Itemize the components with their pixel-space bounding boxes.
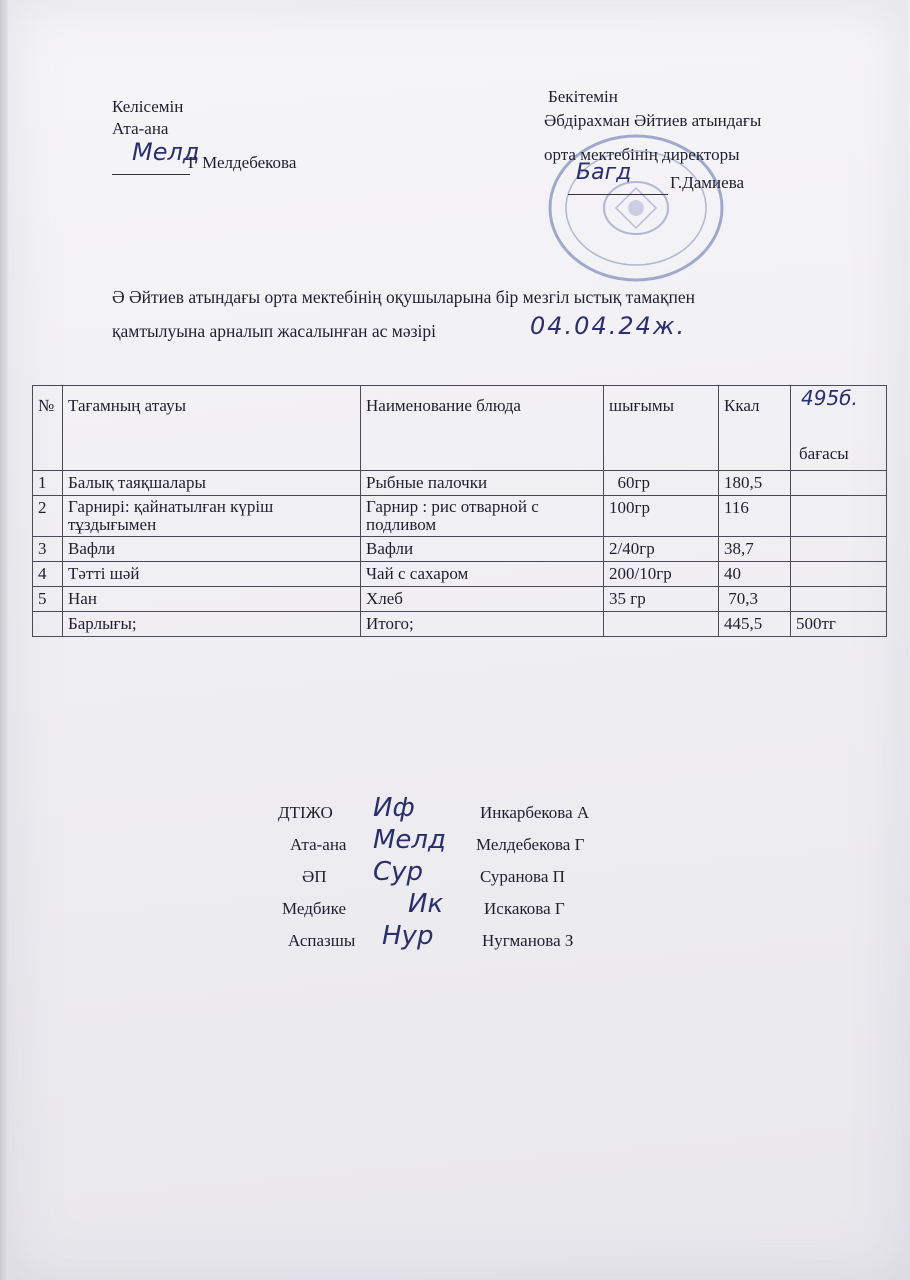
price-label: бағасы bbox=[799, 444, 849, 463]
signature-row bbox=[278, 921, 678, 963]
signatures-block bbox=[278, 793, 678, 963]
agree-label: Келісемін bbox=[112, 97, 184, 116]
row-name-ru: Чай с сахаром bbox=[361, 562, 604, 587]
total-kcal: 445,5 bbox=[719, 612, 791, 637]
signature-name: Мелдебекова Г bbox=[476, 835, 585, 854]
table-row bbox=[33, 471, 887, 496]
table-header-row bbox=[33, 386, 887, 471]
row-kcal: 38,7 bbox=[719, 537, 791, 562]
director-signature: Багд bbox=[576, 160, 632, 185]
signature-role: ДТІЖО bbox=[278, 803, 333, 822]
col-header-name-ru: Наименование блюда bbox=[361, 386, 604, 471]
table-row bbox=[33, 587, 887, 612]
row-name-kz: Нан bbox=[63, 587, 361, 612]
row-num: 4 bbox=[33, 562, 63, 587]
signature-mark: Иф bbox=[373, 793, 415, 823]
row-kcal: 40 bbox=[719, 562, 791, 587]
signature-name: Нугманова З bbox=[482, 931, 574, 950]
col-header-name-kz: Тағамның атауы bbox=[63, 386, 361, 471]
row-kcal: 116 bbox=[719, 496, 791, 537]
total-label-kz: Барлығы; bbox=[63, 612, 361, 637]
row-yield: 60гр bbox=[604, 471, 719, 496]
row-price bbox=[791, 471, 887, 496]
col-header-num: № bbox=[33, 386, 63, 471]
row-name-kz: Вафли bbox=[63, 537, 361, 562]
total-label-ru: Итого; bbox=[361, 612, 604, 637]
col-header-yield: шығымы bbox=[604, 386, 719, 471]
row-num: 5 bbox=[33, 587, 63, 612]
col-header-kcal: Ккал bbox=[719, 386, 791, 471]
approve-label: Бекітемін bbox=[548, 87, 618, 106]
row-num: 1 bbox=[33, 471, 63, 496]
table-row bbox=[33, 562, 887, 587]
total-yield bbox=[604, 612, 719, 637]
signature-mark: Нур bbox=[382, 921, 434, 951]
row-price bbox=[791, 537, 887, 562]
table-row bbox=[33, 496, 887, 537]
row-num: 3 bbox=[33, 537, 63, 562]
menu-title-line2: қамтылуына арналып жасалынған ас мәзірі bbox=[112, 321, 436, 341]
row-num: 2 bbox=[33, 496, 63, 537]
handwritten-date: 04.04.24ж. bbox=[530, 312, 687, 340]
total-price: 500тг bbox=[791, 612, 887, 637]
school-name-line: Әбдірахман Әйтиев атындағы bbox=[544, 111, 762, 130]
signature-mark: Ик bbox=[408, 889, 444, 919]
total-num bbox=[33, 612, 63, 637]
signature-row bbox=[278, 793, 678, 835]
row-name-kz: Гарнирі: қайнатылған күріш тұздығымен bbox=[63, 496, 361, 537]
signature-mark: Мелд bbox=[373, 825, 447, 855]
signature-row bbox=[278, 889, 678, 931]
row-price bbox=[791, 496, 887, 537]
signature-row bbox=[278, 825, 678, 867]
paper-edge bbox=[0, 0, 8, 1280]
row-kcal: 70,3 bbox=[719, 587, 791, 612]
director-name: Г.Дамиева bbox=[670, 173, 745, 192]
col-header-price bbox=[791, 386, 887, 471]
signature-row bbox=[278, 857, 678, 899]
signature-role: Ата-ана bbox=[290, 835, 347, 854]
signature-role: ӘП bbox=[302, 867, 327, 886]
row-price bbox=[791, 562, 887, 587]
parent-name: Г Мелдебекова bbox=[188, 153, 297, 172]
menu-title-line1: Ә Әйтиев атындағы орта мектебінің оқушыларына бір мезгіл ыстық тамақпен bbox=[112, 287, 695, 307]
signature-role: Медбике bbox=[282, 899, 346, 918]
menu-table bbox=[32, 385, 887, 637]
row-kcal: 180,5 bbox=[719, 471, 791, 496]
row-price bbox=[791, 587, 887, 612]
signature-mark: Сур bbox=[373, 857, 424, 887]
parent-signature: Мелд bbox=[132, 138, 200, 166]
table-row bbox=[33, 537, 887, 562]
signature-role: Аспазшы bbox=[288, 931, 356, 950]
signature-name: Искакова Г bbox=[484, 899, 565, 918]
table-total-row bbox=[33, 612, 887, 637]
row-yield: 35 гр bbox=[604, 587, 719, 612]
row-yield: 2/40гр bbox=[604, 537, 719, 562]
row-name-kz: Балық таяқшалары bbox=[63, 471, 361, 496]
row-yield: 100гр bbox=[604, 496, 719, 537]
row-name-ru: Рыбные палочки bbox=[361, 471, 604, 496]
row-name-kz: Тәтті шәй bbox=[63, 562, 361, 587]
row-yield: 200/10гр bbox=[604, 562, 719, 587]
director-title: орта мектебінің директоры bbox=[544, 145, 740, 164]
signature-name: Суранова П bbox=[480, 867, 565, 886]
document-sheet bbox=[8, 0, 908, 1280]
parent-label: Ата-ана bbox=[112, 119, 169, 138]
row-name-ru: Вафли bbox=[361, 537, 604, 562]
row-name-ru: Гарнир : рис отварной с подливом bbox=[361, 496, 604, 537]
handwritten-price: 495б. bbox=[801, 386, 858, 410]
signature-name: Инкарбекова А bbox=[480, 803, 590, 822]
row-name-ru: Хлеб bbox=[361, 587, 604, 612]
